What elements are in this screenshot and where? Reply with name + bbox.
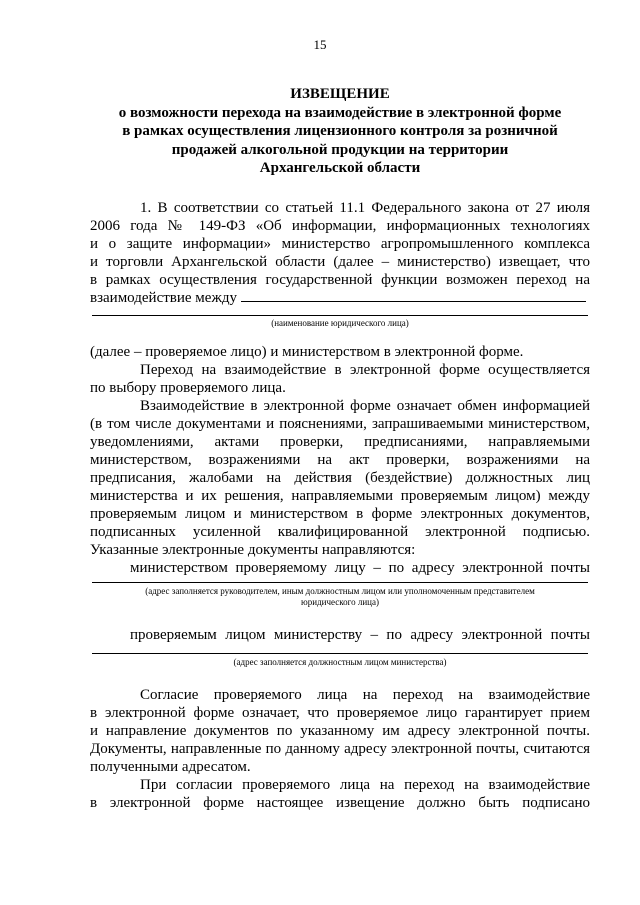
ministry-email-caption: (адрес заполняется должностным лицом министерства) [233, 657, 447, 667]
ministry-to-entity-line: министерством проверяемому лицу – по адресу электронной почты [130, 560, 590, 576]
para1-line: 2006 года № 149-ФЗ «Об информации, информационных технологиях [90, 218, 590, 234]
para5-line: Согласие проверяемого лица на переход на взаимодействие [140, 687, 590, 703]
para5-line: и направление документов по указанному им адресу электронной почты. [90, 723, 590, 739]
para5-line: полученными адресатом. [90, 759, 251, 775]
para4-line: министерством, возражениями на акт проверки, возражениями на [90, 452, 590, 468]
para4-line: подписанных усиленной квалифицированной электронной подписью. [90, 524, 590, 540]
para1-line: 1. В соответствии со статьей 11.1 Федерального закона от 27 июля [140, 200, 590, 216]
para3-line: Переход на взаимодействие в электронной форме осуществляется [140, 362, 590, 378]
notice-subtitle-line: Архангельской области [259, 160, 421, 176]
para4-line: Указанные электронные документы направляются: [90, 542, 416, 558]
notice-heading [90, 85, 590, 178]
para5-line: в электронной форме означает, что проверяемое лицо гарантирует прием [90, 705, 590, 721]
para2-line: (далее – проверяемое лицо) и министерством в электронной форме. [90, 344, 524, 360]
legal-entity-name-line[interactable] [92, 315, 588, 316]
para6-line: При согласии проверяемого лица на переход на взаимодействие [140, 777, 590, 793]
para4-line: (в том числе документами и пояснениями, запрашиваемыми министерством, [90, 416, 590, 432]
para1-last-line [90, 289, 590, 307]
legal-entity-caption: (наименование юридического лица) [271, 318, 409, 328]
entity-email-line[interactable] [92, 582, 588, 583]
para4-line: министерства и их решения, направляемыми проверяемым лицом) между [90, 488, 590, 504]
entity-to-ministry-line: проверяемым лицом министерству – по адресу электронной почты [130, 627, 590, 643]
para4-line: Взаимодействие в электронной форме означает обмен информацией [140, 398, 590, 414]
notice-subtitle-line: продажей алкогольной продукции на территории [171, 141, 509, 158]
para1-line: в рамках осуществления государственной функции возможен переход на [90, 272, 590, 288]
notice-subtitle-line: о возможности перехода на взаимодействие в электронной форме [118, 104, 562, 121]
page-number: 15 [313, 37, 327, 52]
legal-entity-name-field[interactable] [241, 289, 586, 302]
para4-line: проверяемым лицом и министерством в форме электронных документов, [90, 506, 590, 522]
para4-line: предписания, жалобами на действия (бездействие) должностных лиц [90, 470, 590, 486]
entity-email-caption: юридического лица) [301, 597, 379, 607]
para4-line: уведомлениями, актами проверки, предписаниями, направляемыми [90, 434, 590, 450]
para1-line: и торговли Архангельской области (далее – министерство) извещает, что [90, 254, 590, 270]
notice-title: ИЗВЕЩЕНИЕ [290, 86, 390, 102]
notice-subtitle-line: в рамках осуществления лицензионного контроля за розничной [122, 123, 558, 139]
para1-line: взаимодействие между [90, 290, 237, 306]
para3-line: по выбору проверяемого лица. [90, 380, 286, 396]
ministry-email-line[interactable] [92, 653, 588, 654]
para1-line: и о защите информации» министерство агропромышленного комплекса [90, 236, 590, 252]
para5-line: Документы, направленные по данному адресу электронной почты, считаются [90, 741, 590, 757]
entity-email-caption: (адрес заполняется руководителем, иным должностным лицом или уполномоченным представителем [145, 586, 535, 596]
para6-line: в электронной форме настоящее извещение должно быть подписано [90, 795, 590, 811]
